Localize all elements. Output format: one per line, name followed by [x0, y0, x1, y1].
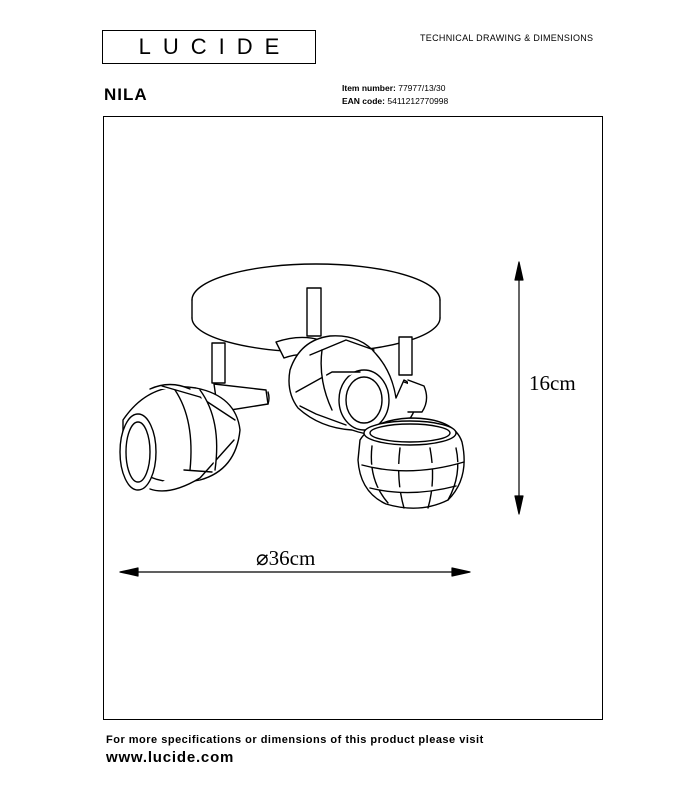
item-number-value: 77977/13/30 — [398, 83, 446, 93]
brand-logo-text: LUCIDE — [138, 34, 292, 59]
ean-value: 5411212770998 — [387, 96, 449, 106]
ean-label: EAN code: — [342, 96, 385, 106]
product-name: NILA — [104, 85, 148, 104]
height-label: 16cm — [529, 371, 576, 395]
footer-url-link[interactable]: www.lucide.com — [106, 749, 235, 766]
left-spot — [120, 384, 269, 491]
diameter-label: ⌀36cm — [256, 546, 316, 570]
item-number-label: Item number: — [342, 83, 396, 93]
section-title: TECHNICAL DRAWING & DIMENSIONS — [420, 33, 594, 43]
height-dimension-arrow — [515, 262, 523, 514]
footer-note: For more specifications or dimensions of this product please visit — [106, 734, 484, 746]
